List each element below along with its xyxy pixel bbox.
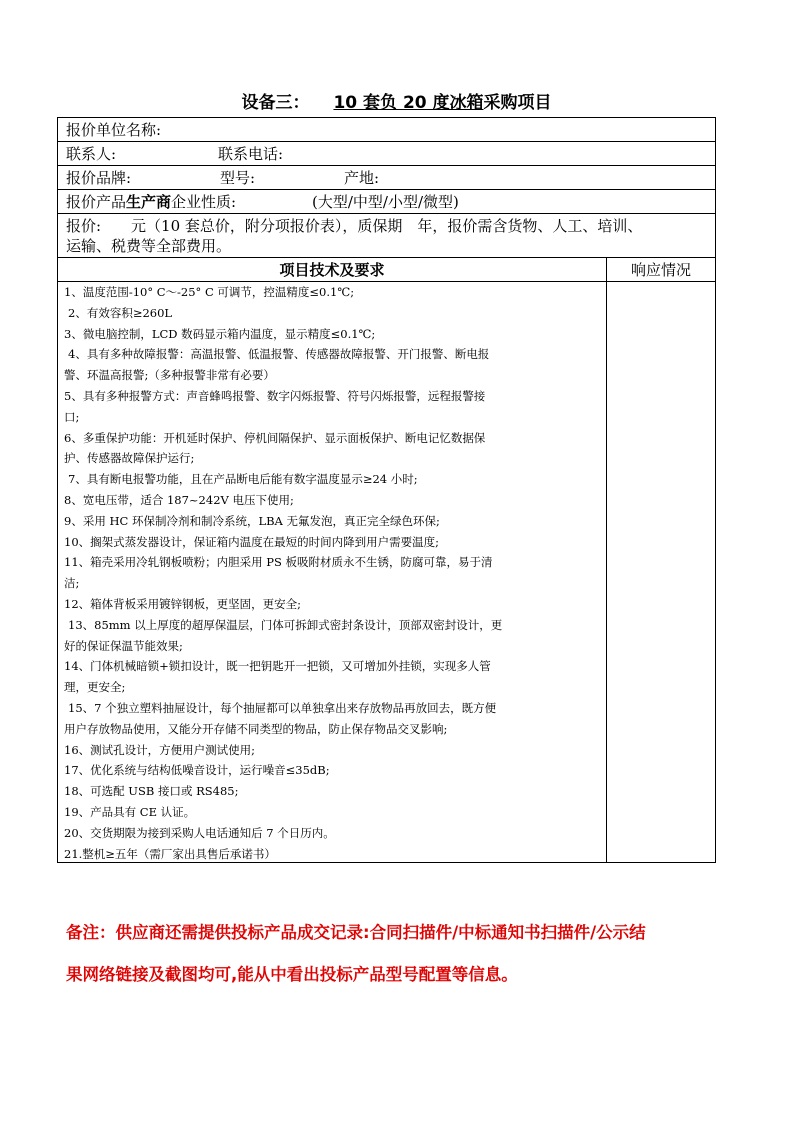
brand-label: 报价品牌:	[66, 169, 132, 187]
origin-label: 产地:	[344, 169, 380, 187]
title-suffix: 采购项目	[483, 93, 552, 113]
requirement-line: 19、产品具有 CE 认证。	[64, 804, 196, 819]
requirement-line: 好的保证保温节能效果;	[64, 638, 183, 653]
requirement-line: 洁;	[64, 576, 80, 591]
requirement-line: 20、交货期限为接到采购人电话通知后 7 个日历内。	[64, 825, 335, 840]
requirement-line: 1、温度范围-10° C～-25° C 可调节，控温精度≤0.1℃;	[64, 285, 355, 299]
requirement-line: 5、具有多种报警方式：声音蜂鸣报警、数字闪烁报警、符号闪烁报警，远程报警接	[64, 388, 486, 403]
phone-label: 联系电话:	[218, 145, 284, 163]
requirement-line: 14、门体机械暗锁+锁扣设计，既一把钥匙开一把锁，又可增加外挂锁，实现多人管	[64, 659, 491, 674]
remarks-line-2: 果网络链接及截图均可,能从中看出投标产品型号配置等信息。	[66, 965, 518, 984]
manufacturer-suffix: 企业性质:	[171, 193, 237, 211]
requirement-line: 6、多重保护功能：开机延时保护、停机间隔保护、显示面板保护、断电记忆数据保	[64, 430, 486, 445]
price-line-2: 运输、税费等全部费用。	[66, 237, 232, 255]
price-row	[58, 214, 715, 258]
title-prefix: 设备三：	[241, 93, 310, 113]
requirement-line: 7、具有断电报警功能，且在产品断电后能有数字温度显示≥24 小时;	[68, 472, 418, 487]
page-title	[0, 88, 793, 113]
brand-row	[58, 166, 715, 190]
requirement-line: 4、具有多种故障报警：高温报警、低温报警、传感器故障报警、开门报警、断电报	[68, 347, 490, 362]
contact-row	[58, 142, 715, 166]
requirement-line: 15、7 个独立塑料抽屉设计，每个抽屉都可以单独拿出来存放物品再放回去，既方便	[68, 700, 497, 715]
requirement-line: 10、搁架式蒸发器设计，保证箱内温度在最短的时间内降到用户需要温度;	[64, 534, 440, 549]
requirement-line: 2、有效容积≥260L	[68, 305, 173, 320]
table-header-row	[58, 258, 715, 282]
model-label: 型号:	[220, 169, 256, 187]
title-main: 10 套负 20 度冰箱	[333, 93, 484, 113]
requirement-line: 护、传感器故障保护运行;	[64, 451, 195, 466]
requirements-list	[64, 282, 519, 864]
manufacturer-row	[58, 190, 715, 214]
requirement-line: 8、宽电压带，适合 187~242V 电压下使用;	[64, 492, 294, 507]
remarks-note	[66, 912, 736, 996]
contact-label: 联系人:	[66, 145, 117, 163]
requirement-line: 11、箱壳采用冷轧钢板喷粉；内胆采用 PS 板吸附材质永不生锈，防腐可靠，易于清	[64, 555, 493, 570]
requirement-line: 21.整机≥五年（需厂家出具售后承诺书）	[64, 846, 276, 861]
company-row	[58, 118, 715, 142]
requirement-line: 用户存放物品使用，又能分开存储不同类型的物品，防止保存物品交叉影响;	[64, 721, 448, 736]
requirements-header: 项目技术及要求	[279, 261, 385, 279]
response-header: 响应情况	[630, 261, 691, 279]
price-line-1: 报价: 元（10 套总价，附分项报价表），质保期 年，报价需含货物、人工、培训、	[66, 217, 643, 235]
company-label: 报价单位名称:	[66, 121, 162, 139]
requirement-line: 16、测试孔设计，方便用户测试使用;	[64, 742, 256, 757]
remarks-line-1: 备注：供应商还需提供投标产品成交记录:合同扫描件/中标通知书扫描件/公示结	[66, 923, 646, 942]
manufacturer-bold: 生产商	[126, 193, 172, 211]
requirement-line: 12、箱体背板采用镀锌钢板，更坚固，更安全;	[64, 596, 302, 611]
requirement-line: 理，更安全;	[64, 680, 126, 695]
requirement-line: 18、可选配 USB 接口或 RS485;	[64, 784, 239, 799]
requirement-line: 13、85mm 以上厚度的超厚保温层，门体可拆卸式密封条设计，顶部双密封设计，更	[68, 617, 503, 632]
requirement-line: 9、采用 HC 环保制冷剂和制冷系统，LBA 无氟发泡，真正完全绿色环保;	[64, 513, 440, 528]
requirement-line: 警、环温高报警;（多种报警非常有必要）	[64, 368, 275, 383]
requirement-line: 3、微电脑控制，LCD 数码显示箱内温度，显示精度≤0.1℃;	[64, 326, 376, 341]
requirement-line: 17、优化系统与结构低噪音设计，运行噪音≤35dB;	[64, 763, 330, 778]
manufacturer-prefix: 报价产品	[66, 193, 127, 211]
column-divider	[606, 258, 607, 862]
requirement-line: 口;	[64, 409, 80, 424]
manufacturer-options: (大型/中型/小型/微型)	[312, 193, 459, 211]
